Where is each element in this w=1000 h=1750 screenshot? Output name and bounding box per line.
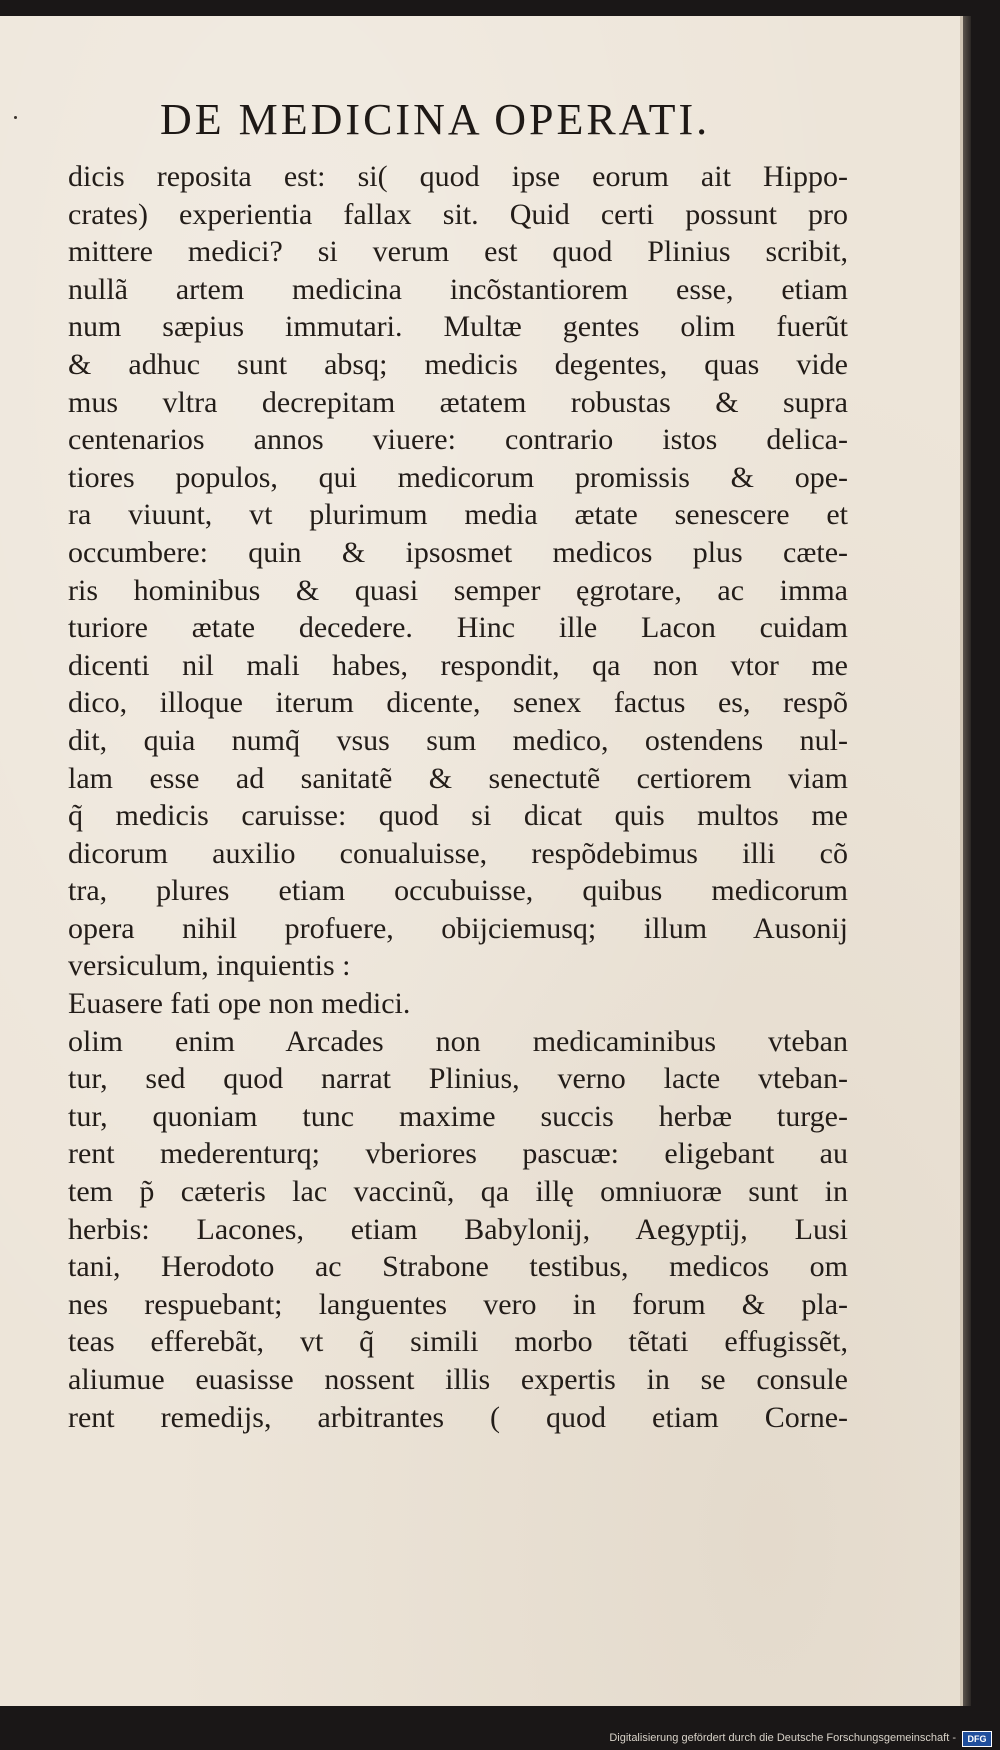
text-line: q̃ medicis caruisse: quod si dicat quis multos me [68, 799, 848, 833]
text-line: ris hominibus & quasi semper ęgrotare, ac imma [68, 573, 848, 607]
text-line: num sæpius immutari. Multæ gentes olim fuerũt [68, 310, 848, 344]
text-line: crates) experientia fallax sit. Quid certi possunt pro [68, 197, 848, 231]
quoted-verse: Euasere fati ope non medici. [68, 987, 411, 1021]
text-line: dit, quia numq̃ vsus sum medico, ostendens nul- [68, 723, 848, 757]
text-line: versiculum, inquientis : [68, 949, 351, 983]
page-edge-shadow [963, 16, 971, 1706]
book-page [0, 16, 963, 1706]
text-line: aliumue euasisse nossent illis expertis in se consule [68, 1363, 848, 1396]
text-line: tiores populos, qui medicorum promissis & ope- [68, 460, 848, 494]
text-line: tur, sed quod narrat Plinius, verno lacte vteban- [68, 1062, 848, 1096]
text-line: opera nihil profuere, obijciemusq; illum Ausonij [68, 911, 848, 945]
text-line: tem p̃ cæteris lac vaccinũ, qa illę omniuoræ sunt in [68, 1175, 848, 1209]
text-line: dicenti nil mali habes, respondit, qa non vtor me [68, 648, 848, 682]
text-line: nullã artem medicina incõstantiorem esse, etiam [68, 272, 848, 306]
funding-credit: Digitalisierung gefördert durch die Deutsche Forschungsgemeinschaft - [609, 1732, 956, 1744]
running-title: DE MEDICINA OPERATI. [160, 95, 711, 144]
text-line: mus vltra decrepitam ætatem robustas & supra [68, 385, 848, 419]
text-line: rent remedijs, arbitrantes ( quod etiam Corne- [68, 1400, 848, 1434]
text-line: ra viuunt, vt plurimum media ætate senescere et [68, 498, 848, 532]
text-line: herbis: Lacones, etiam Babylonij, Aegyptij, Lusi [68, 1212, 848, 1246]
text-line: tani, Herodoto ac Strabone testibus, medicos om [68, 1250, 848, 1284]
digitization-footer [0, 1727, 1000, 1750]
text-line: dicis reposita est: si( quod ipse eorum ait Hippo- [68, 160, 848, 193]
text-line: centenarios annos viuere: contrario istos delica- [68, 423, 848, 457]
text-line: & adhuc sunt absq; medicis degentes, quas vide [68, 347, 848, 381]
text-line: nes respuebant; languentes vero in forum & pla- [68, 1287, 848, 1321]
text-line: rent mederenturq; vberiores pascuæ: eligebant au [68, 1137, 848, 1171]
text-line: mittere medici? si verum est quod Plinius scribit, [68, 235, 848, 269]
text-line: dicorum auxilio conualuisse, respõdebimus illi cõ [68, 836, 848, 870]
text-line: tur, quoniam tunc maxime succis herbæ turge- [68, 1099, 848, 1133]
text-line: teas efferebãt, vt q̃ simili morbo tẽtati effugissẽt, [68, 1325, 848, 1359]
text-line: tra, plures etiam occubuisse, quibus medicorum [68, 874, 848, 908]
text-line: dico, illoque iterum dicente, senex factus es, respõ [68, 686, 848, 720]
text-line: lam esse ad sanitatẽ & senectutẽ certiorem viam [68, 761, 848, 795]
dfg-logo-icon: DFG [962, 1731, 992, 1747]
ink-speck [14, 116, 17, 119]
body-text [68, 158, 848, 1436]
text-line: turiore ætate decedere. Hinc ille Lacon cuidam [68, 611, 848, 645]
text-line: occumbere: quin & ipsosmet medicos plus cæte- [68, 535, 848, 569]
text-line: olim enim Arcades non medicaminibus vteban [68, 1024, 848, 1058]
